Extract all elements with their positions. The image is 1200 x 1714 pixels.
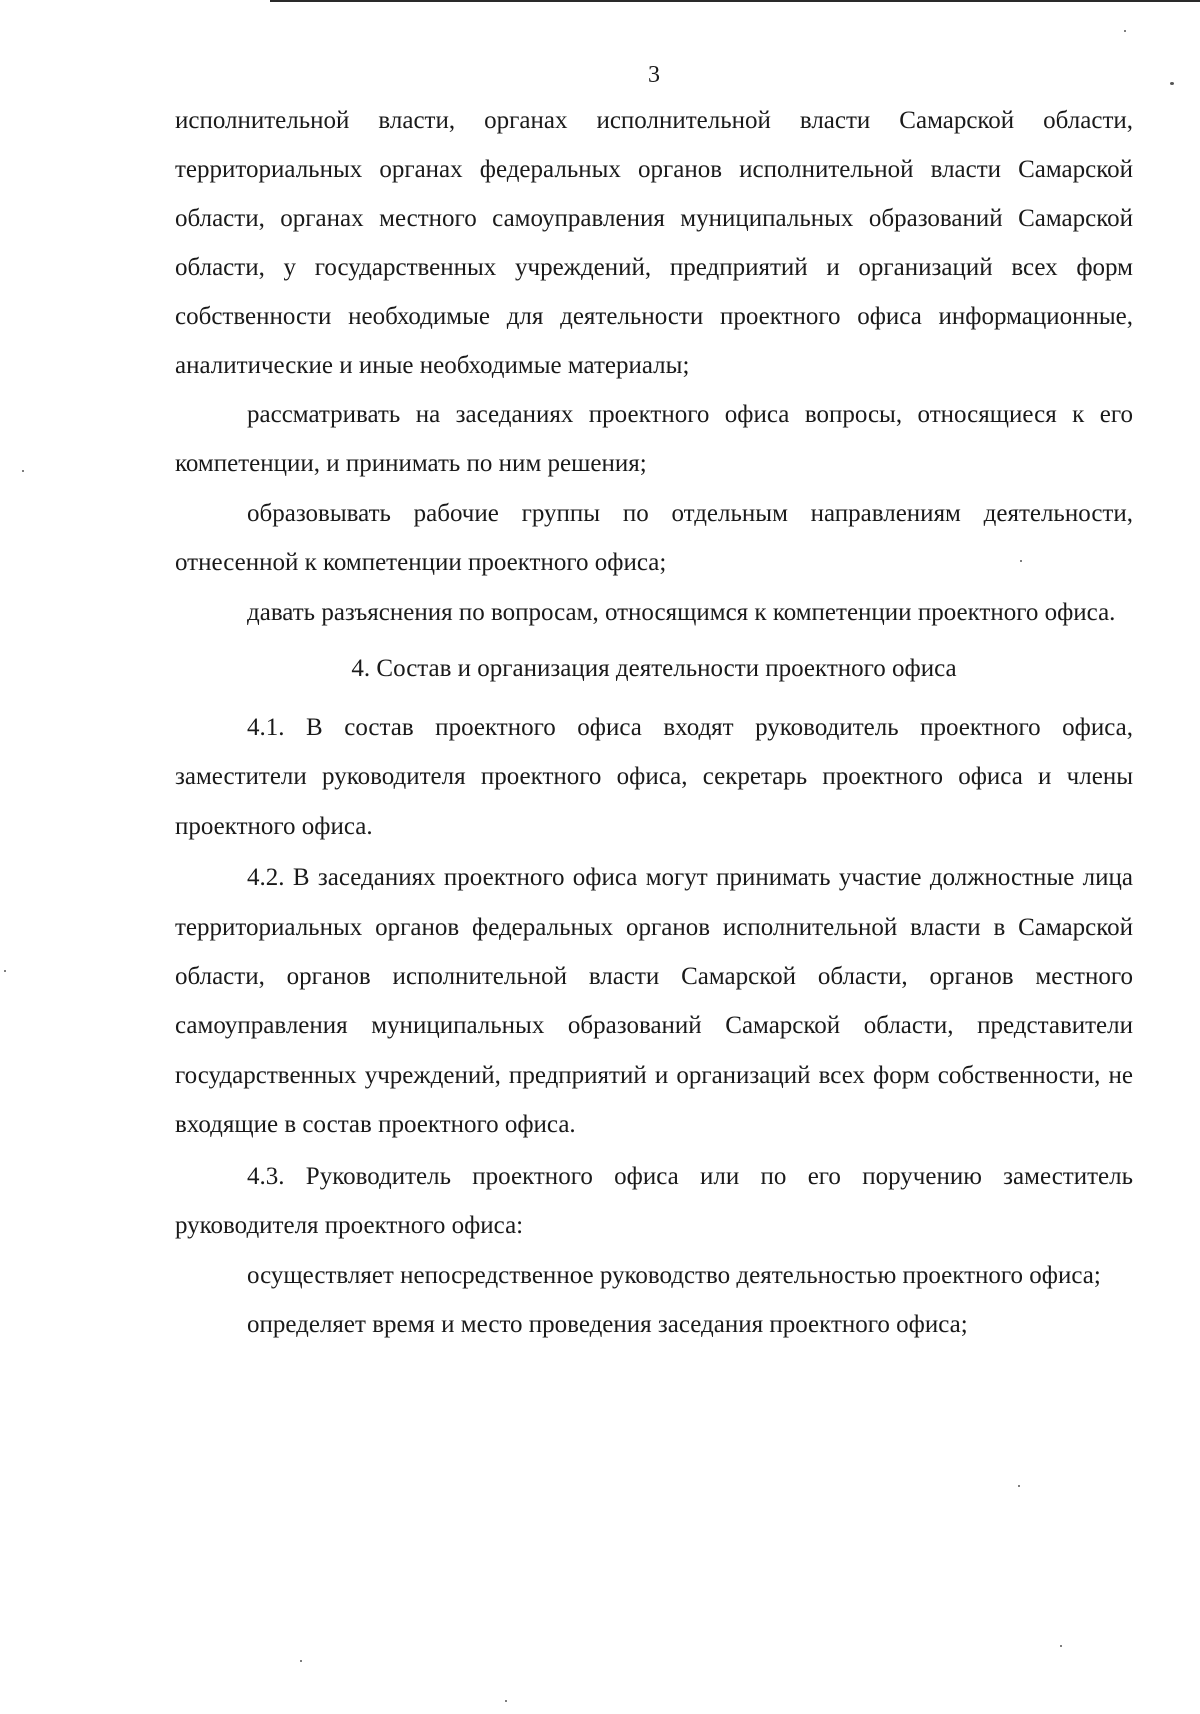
paragraph-working-groups: образовывать рабочие группы по отдельным направлениям деятельности, отнесенной к компетенции проектного офиса; [175,499,1133,577]
scan-speck [300,1660,302,1662]
scan-speck [22,470,24,472]
paragraph-access-materials: исполнительной власти, органах исполнительной власти Самарской области, территориальных органах федеральных органов исполнительной власти Самарской области, органах местного самоуправления муниципальных образований Самарской области, у государственных учреждений, предприятий и организаций всех форм собственности необходимые для деятельности проектного офиса информационные, аналитические и иные необходимые материалы; [175,107,1133,379]
paragraph-meeting-time-place: определяет время и место проведения заседания проектного офиса; [247,1310,968,1338]
scan-speck [4,970,6,972]
paragraph-consider-questions: рассматривать на заседаниях проектного офиса вопросы, относящиеся к его компетенции, и принимать по ним решения; [175,401,1133,478]
paragraph-4-3: 4.3. Руководитель проектного офиса или по его поручению заместитель руководителя проектного офиса: [175,1162,1133,1240]
section-heading: 4. Состав и организация деятельности проектного офиса [351,655,957,683]
scan-speck [1170,82,1174,85]
paragraph-4-1: 4.1. В состав проектного офиса входят руководитель проектного офиса, заместители руководителя проектного офиса, секретарь проектного офиса и члены проектного офиса. [175,714,1133,840]
paragraph-direct-management: осуществляет непосредственное руководство деятельностью проектного офиса; [247,1261,1101,1289]
paragraph-clarifications: давать разъяснения по вопросам, относящимся к компетенции проектного офиса. [247,598,1116,626]
document-body [175,96,1133,1349]
top-border-line [270,0,1200,2]
scan-speck [1060,1645,1062,1647]
scan-speck [505,1700,507,1702]
scan-speck [1124,30,1126,32]
page-number: 3 [648,62,660,88]
paragraph-4-2: 4.2. В заседаниях проектного офиса могут принимать участие должностные лица территориальных органов федеральных органов исполнительной власти в Самарской области, органов исполнительной власти Самарской области, органов местного самоуправления муниципальных образований Самарской области, представители государственных учреждений, предприятий и организаций всех форм собственности, не входящие в состав проектного офиса. [175,864,1133,1139]
scan-speck [1018,1485,1020,1487]
scan-speck [1020,560,1022,562]
